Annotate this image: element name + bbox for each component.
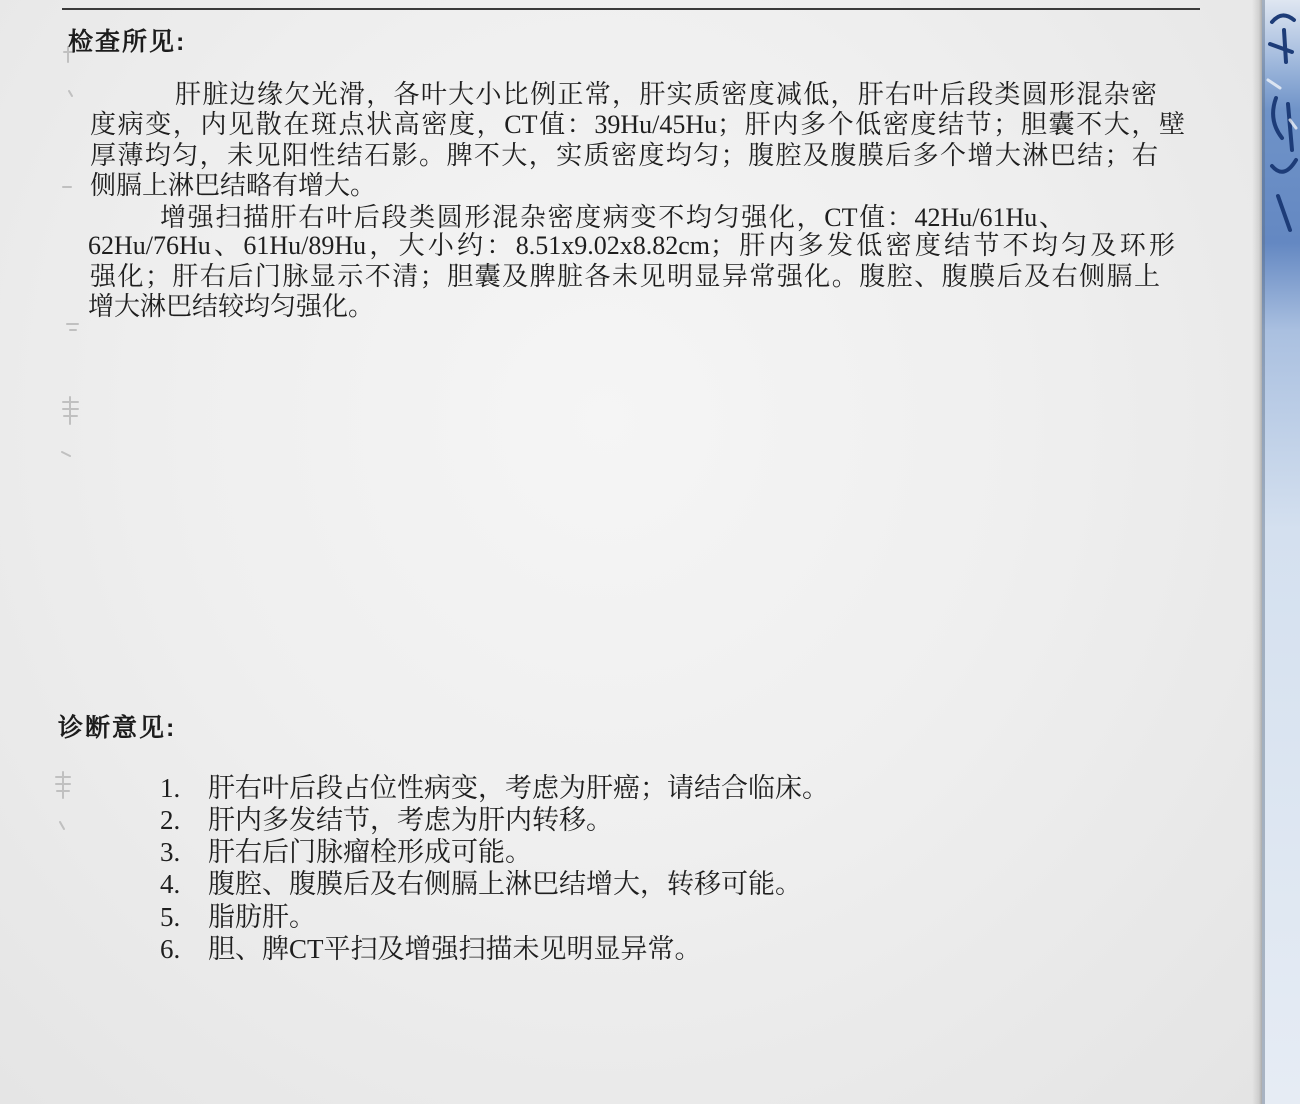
diagnosis-item xyxy=(160,933,920,965)
findings-line: 侧膈上淋巴结略有增大。 xyxy=(90,171,377,200)
diagnosis-item-number: 1. xyxy=(160,773,181,803)
diagnosis-item xyxy=(160,868,920,900)
findings-heading: 检查所见: xyxy=(68,28,187,56)
diagnosis-item-text: 脂肪肝。 xyxy=(208,902,316,932)
diagnosis-item-text: 腹腔、腹膜后及右侧膈上淋巴结增大，转移可能。 xyxy=(208,869,802,899)
diagnosis-item-number: 6. xyxy=(160,934,181,964)
diagnosis-item-text: 胆、脾CT平扫及增强扫描未见明显异常。 xyxy=(208,934,702,964)
diagnosis-item xyxy=(160,804,920,836)
findings-line: 肝脏边缘欠光滑，各叶大小比例正常，肝实质密度减低，肝右叶后段类圆形混杂密 xyxy=(175,80,1157,109)
diagnosis-heading: 诊断意见: xyxy=(58,714,177,742)
diagnosis-item-number: 3. xyxy=(160,837,181,867)
findings-line: 62Hu/76Hu、61Hu/89Hu，大小约：8.51x9.02x8.82cm；肝内多发低密度结节不均匀及环形 xyxy=(88,231,1175,260)
findings-line: 厚薄均匀，未见阳性结石影。脾不大，实质密度均匀；腹腔及腹膜后多个增大淋巴结；右 xyxy=(90,141,1158,170)
diagnosis-item-text: 肝右后门脉瘤栓形成可能。 xyxy=(208,837,532,867)
diagnosis-item-number: 2. xyxy=(160,805,181,835)
adjacent-page-graphic xyxy=(1262,0,1300,1104)
diagnosis-item-number: 5. xyxy=(160,902,181,932)
diagnosis-item-number: 4. xyxy=(160,869,181,899)
diagnosis-item xyxy=(160,772,920,804)
top-rule-line xyxy=(62,8,1200,10)
adjacent-blue-page xyxy=(1262,0,1300,1104)
findings-line: 强化；肝右后门脉显示不清；胆囊及脾脏各未见明显异常强化。腹腔、腹膜后及右侧膈上 xyxy=(90,262,1160,291)
diagnosis-item xyxy=(160,836,920,868)
paper-edge-shadow xyxy=(1252,0,1262,1104)
diagnosis-item-text: 肝右叶后段占位性病变，考虑为肝癌；请结合临床。 xyxy=(208,773,829,803)
findings-line: 增强扫描肝右叶后段类圆形混杂密度病变不均匀强化，CT值：42Hu/61Hu、 xyxy=(160,203,1065,232)
findings-line: 度病变，内见散在斑点状高密度，CT值：39Hu/45Hu；肝内多个低密度结节；胆囊不大，壁 xyxy=(90,110,1185,139)
diagnosis-item-text: 肝内多发结节，考虑为肝内转移。 xyxy=(208,805,613,835)
findings-line: 增大淋巴结较均匀强化。 xyxy=(88,292,375,321)
diagnosis-item xyxy=(160,901,920,933)
